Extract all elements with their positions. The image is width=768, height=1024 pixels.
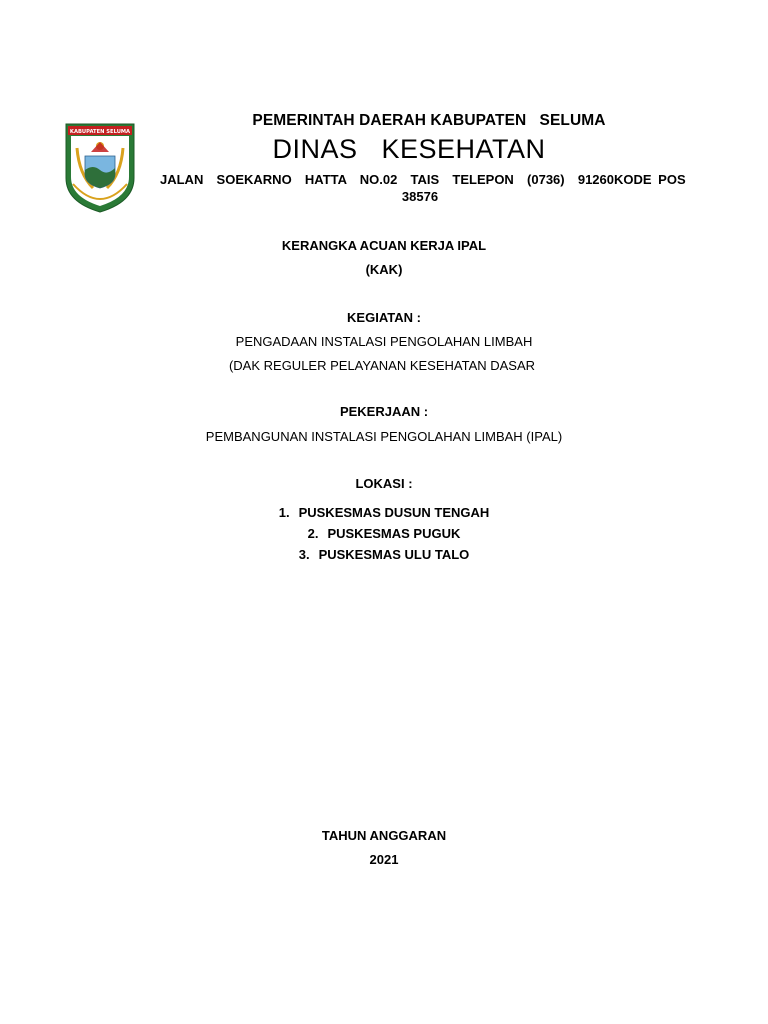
kegiatan-line-2: (DAK REGULER PELAYANAN KESEHATAN DASAR (228, 358, 536, 373)
regency-coat-of-arms-icon (63, 122, 137, 214)
list-item-label: PUSKESMAS PUGUK (327, 526, 461, 541)
list-item-label: PUSKESMAS DUSUN TENGAH (298, 505, 490, 520)
department-title: DINAS KESEHATAN (272, 134, 546, 164)
document-abbreviation: (KAK) (365, 262, 403, 277)
pekerjaan-line-1: PEMBANGUNAN INSTALASI PENGOLAHAN LIMBAH (IPAL) (205, 429, 563, 444)
kegiatan-heading: KEGIATAN : (347, 310, 421, 325)
pekerjaan-heading: PEKERJAAN : (339, 404, 429, 419)
tahun-anggaran-value: 2021 (369, 852, 399, 867)
lokasi-heading: LOKASI : (355, 476, 413, 491)
government-line: PEMERINTAH DAERAH KABUPATEN SELUMA (252, 112, 606, 129)
address-line-1: JALAN SOEKARNO HATTA NO.02 TAIS TELEPON (0736) 91260KODE POS (160, 172, 686, 187)
document-title: KERANGKA ACUAN KERJA IPAL (281, 238, 487, 253)
list-item-number: 2. (307, 526, 319, 541)
list-item (0, 547, 768, 568)
list-item (0, 526, 768, 547)
kegiatan-line-1: PENGADAAN INSTALASI PENGOLAHAN LIMBAH (235, 334, 533, 349)
list-item (0, 505, 768, 526)
lokasi-list (0, 505, 768, 568)
list-item-number: 3. (298, 547, 310, 562)
tahun-anggaran-heading: TAHUN ANGGARAN (321, 828, 447, 843)
logo-ribbon-text: KABUPATEN SELUMA (69, 129, 131, 135)
list-item-number: 1. (278, 505, 290, 520)
address-line-2: 38576 (401, 189, 439, 204)
list-item-label: PUSKESMAS ULU TALO (318, 547, 470, 562)
